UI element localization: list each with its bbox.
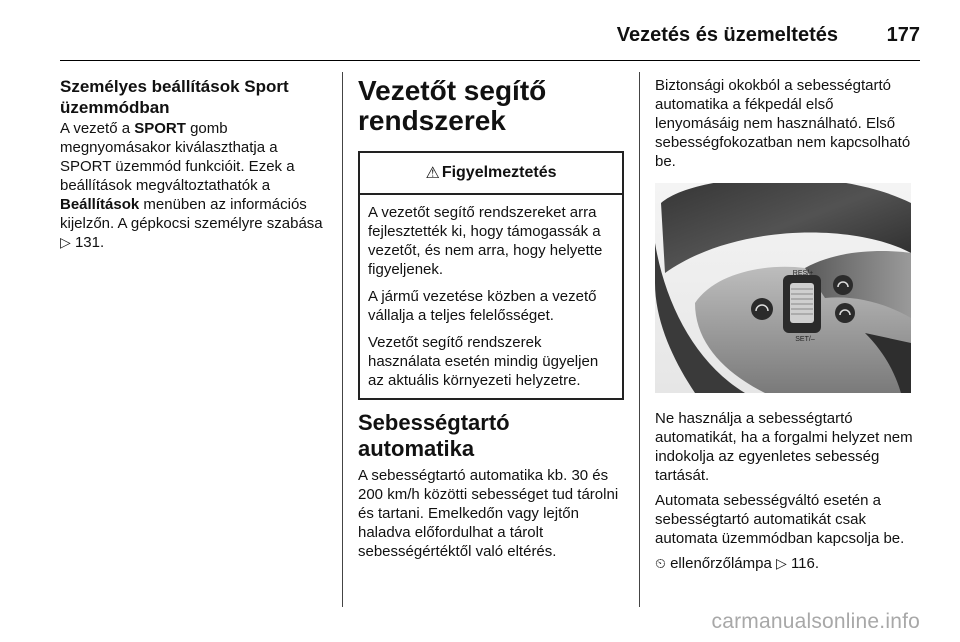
sport-settings-paragraph <box>60 119 330 252</box>
watermark: carmanualsonline.info <box>711 610 920 633</box>
column-3 <box>655 76 921 573</box>
warning-paragraph: A vezetőt segítő rendszereket arra fejlesztették ki, hogy támogassák a vezetőt, és nem arra, hogy helyette figyeljenek. <box>368 204 603 278</box>
header-rule <box>60 60 920 61</box>
text-run: A vezető a <box>60 120 135 137</box>
indicator-paragraph <box>655 554 921 573</box>
warning-header <box>360 153 622 195</box>
page-reference-arrow-icon: ▷ <box>775 555 787 571</box>
text-run: menüben az információs kijelzőn. A gépkocsi személyre szabása <box>60 196 323 232</box>
column-2 <box>358 76 624 561</box>
res-label: RES/+ <box>792 270 814 277</box>
text-run: gomb megnyomásakor kiválaszthatja a SPORT üzemmód funkcióit. Ezek a beállítások megváltoztathatók a <box>60 120 295 194</box>
cancel-cruise-button <box>833 275 853 295</box>
steering-wheel-image <box>655 183 911 393</box>
column-divider-1 <box>342 72 343 607</box>
settings-keyword: Beállítások <box>60 196 140 213</box>
column-divider-2 <box>639 72 640 607</box>
cruise-control-indicator-icon: ⏲ <box>655 555 666 571</box>
page-reference-link[interactable]: 116. <box>790 555 820 572</box>
cruise-control-paragraph: A sebességtartó automatika kb. 30 és 200 km/h közötti sebességet tud tárolni és tartani. Emelkedőn vagy lejtőn haladva előfordulhat a tárolt sebességértéktől való eltérés. <box>358 467 619 560</box>
page-reference-link[interactable]: 131. <box>74 234 105 251</box>
cruise-left-button <box>751 298 773 320</box>
page-number: 177 <box>886 24 920 46</box>
warning-triangle-icon: ⚠ <box>425 165 440 182</box>
column-1 <box>60 76 330 252</box>
sport-keyword: SPORT <box>134 120 186 137</box>
safety-paragraph: Biztonsági okokból a sebességtartó automatika a fékpedál első lenyomásáig nem használható. Első sebességfokozatban nem kapcsolható be. <box>655 77 911 170</box>
usage-warning-paragraph: Ne használja a sebességtartó automatikát, ha a forgalmi helyzet nem indokolja az egyenletes sebesség tartását. <box>655 410 913 484</box>
warning-paragraph: A jármű vezetése közben a vezető vállalja a teljes felelősséget. <box>368 288 597 324</box>
page-header <box>0 14 960 54</box>
warning-box <box>358 151 624 400</box>
text-run: ellenőrzőlámpa <box>665 555 776 572</box>
set-label: SET/– <box>795 336 815 343</box>
cruise-control-heading: Sebességtartó automatika <box>358 410 510 461</box>
chapter-title: Vezetőt segítő rendszerek <box>358 75 547 136</box>
page-reference-arrow-icon: ▷ <box>60 234 71 250</box>
warning-label: Figyelmeztetés <box>441 164 557 181</box>
cruise-on-off-button <box>835 303 855 323</box>
warning-body <box>360 195 622 398</box>
steering-wheel-figure <box>655 183 911 393</box>
sport-settings-heading: Személyes beállítások Sport üzemmódban <box>60 77 289 117</box>
header-title: Vezetés és üzemeltetés <box>616 24 838 46</box>
warning-paragraph: Vezetőt segítő rendszerek használata esetén mindig ügyeljen az aktuális környezeti helyzetre. <box>368 334 599 389</box>
automatic-gearbox-paragraph: Automata sebességváltó esetén a sebességtartó automatikát csak automata üzemmódban kapcsolja be. <box>655 492 905 547</box>
